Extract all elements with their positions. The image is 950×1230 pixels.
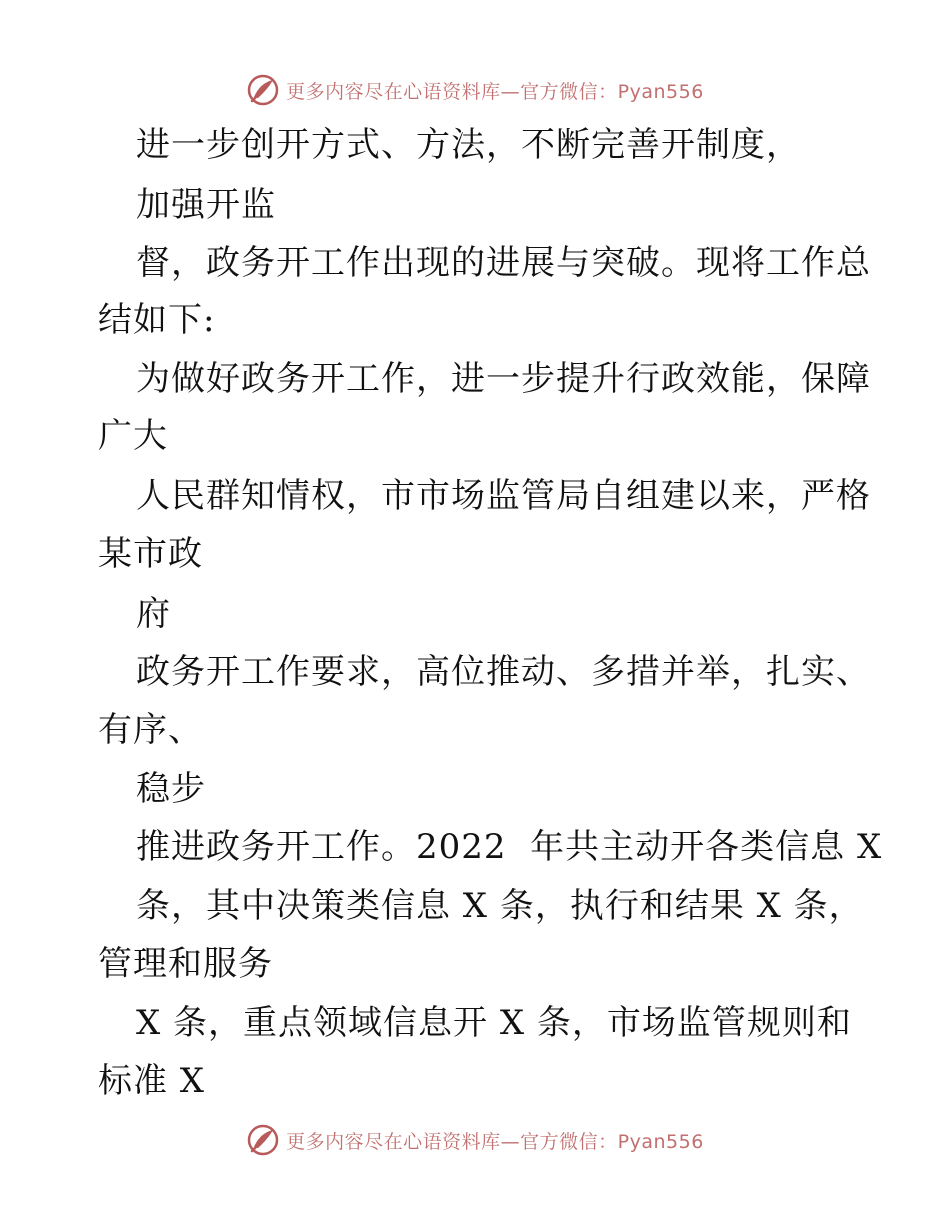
text-line: 为做好政务开工作，进一步提升行政效能，保障 xyxy=(136,359,871,399)
text-line: 政务开工作要求，高位推动、多措并举，扎实、 xyxy=(136,652,871,692)
footer-banner-text: 更多内容尽在心语资料库—官方微信：Pyan556 xyxy=(286,1130,704,1153)
header-banner-text: 更多内容尽在心语资料库—官方微信：Pyan556 xyxy=(286,80,704,103)
text-line: 有序、 xyxy=(98,710,203,750)
text-line: 标准 X xyxy=(98,1061,206,1101)
text-line: X 条，重点领域信息开 X 条，市场监管规则和 xyxy=(136,1003,852,1043)
pen-seal-icon xyxy=(246,1123,280,1157)
text-line: 推进政务开工作。2022 年共主动开各类信息 X xyxy=(136,827,883,867)
text-line: 结如下: xyxy=(98,300,216,340)
header-banner xyxy=(0,73,950,107)
text-line: 管理和服务 xyxy=(98,944,273,984)
text-line: 府 xyxy=(136,594,171,634)
pen-seal-icon xyxy=(246,73,280,107)
footer-banner xyxy=(0,1123,950,1157)
text-line: 条，其中决策类信息 X 条，执行和结果 X 条， xyxy=(136,886,864,926)
text-line: 督，政务开工作出现的进展与突破。现将工作总 xyxy=(136,243,871,283)
text-line: 进一步创开方式、方法，不断完善开制度， xyxy=(136,125,801,165)
text-line: 某市政 xyxy=(98,534,203,574)
text-line: 人民群知情权，市市场监管局自组建以来，严格 xyxy=(136,476,871,516)
text-line: 稳步 xyxy=(136,769,206,809)
text-line: 广大 xyxy=(98,416,168,456)
text-line: 加强开监 xyxy=(136,185,276,225)
